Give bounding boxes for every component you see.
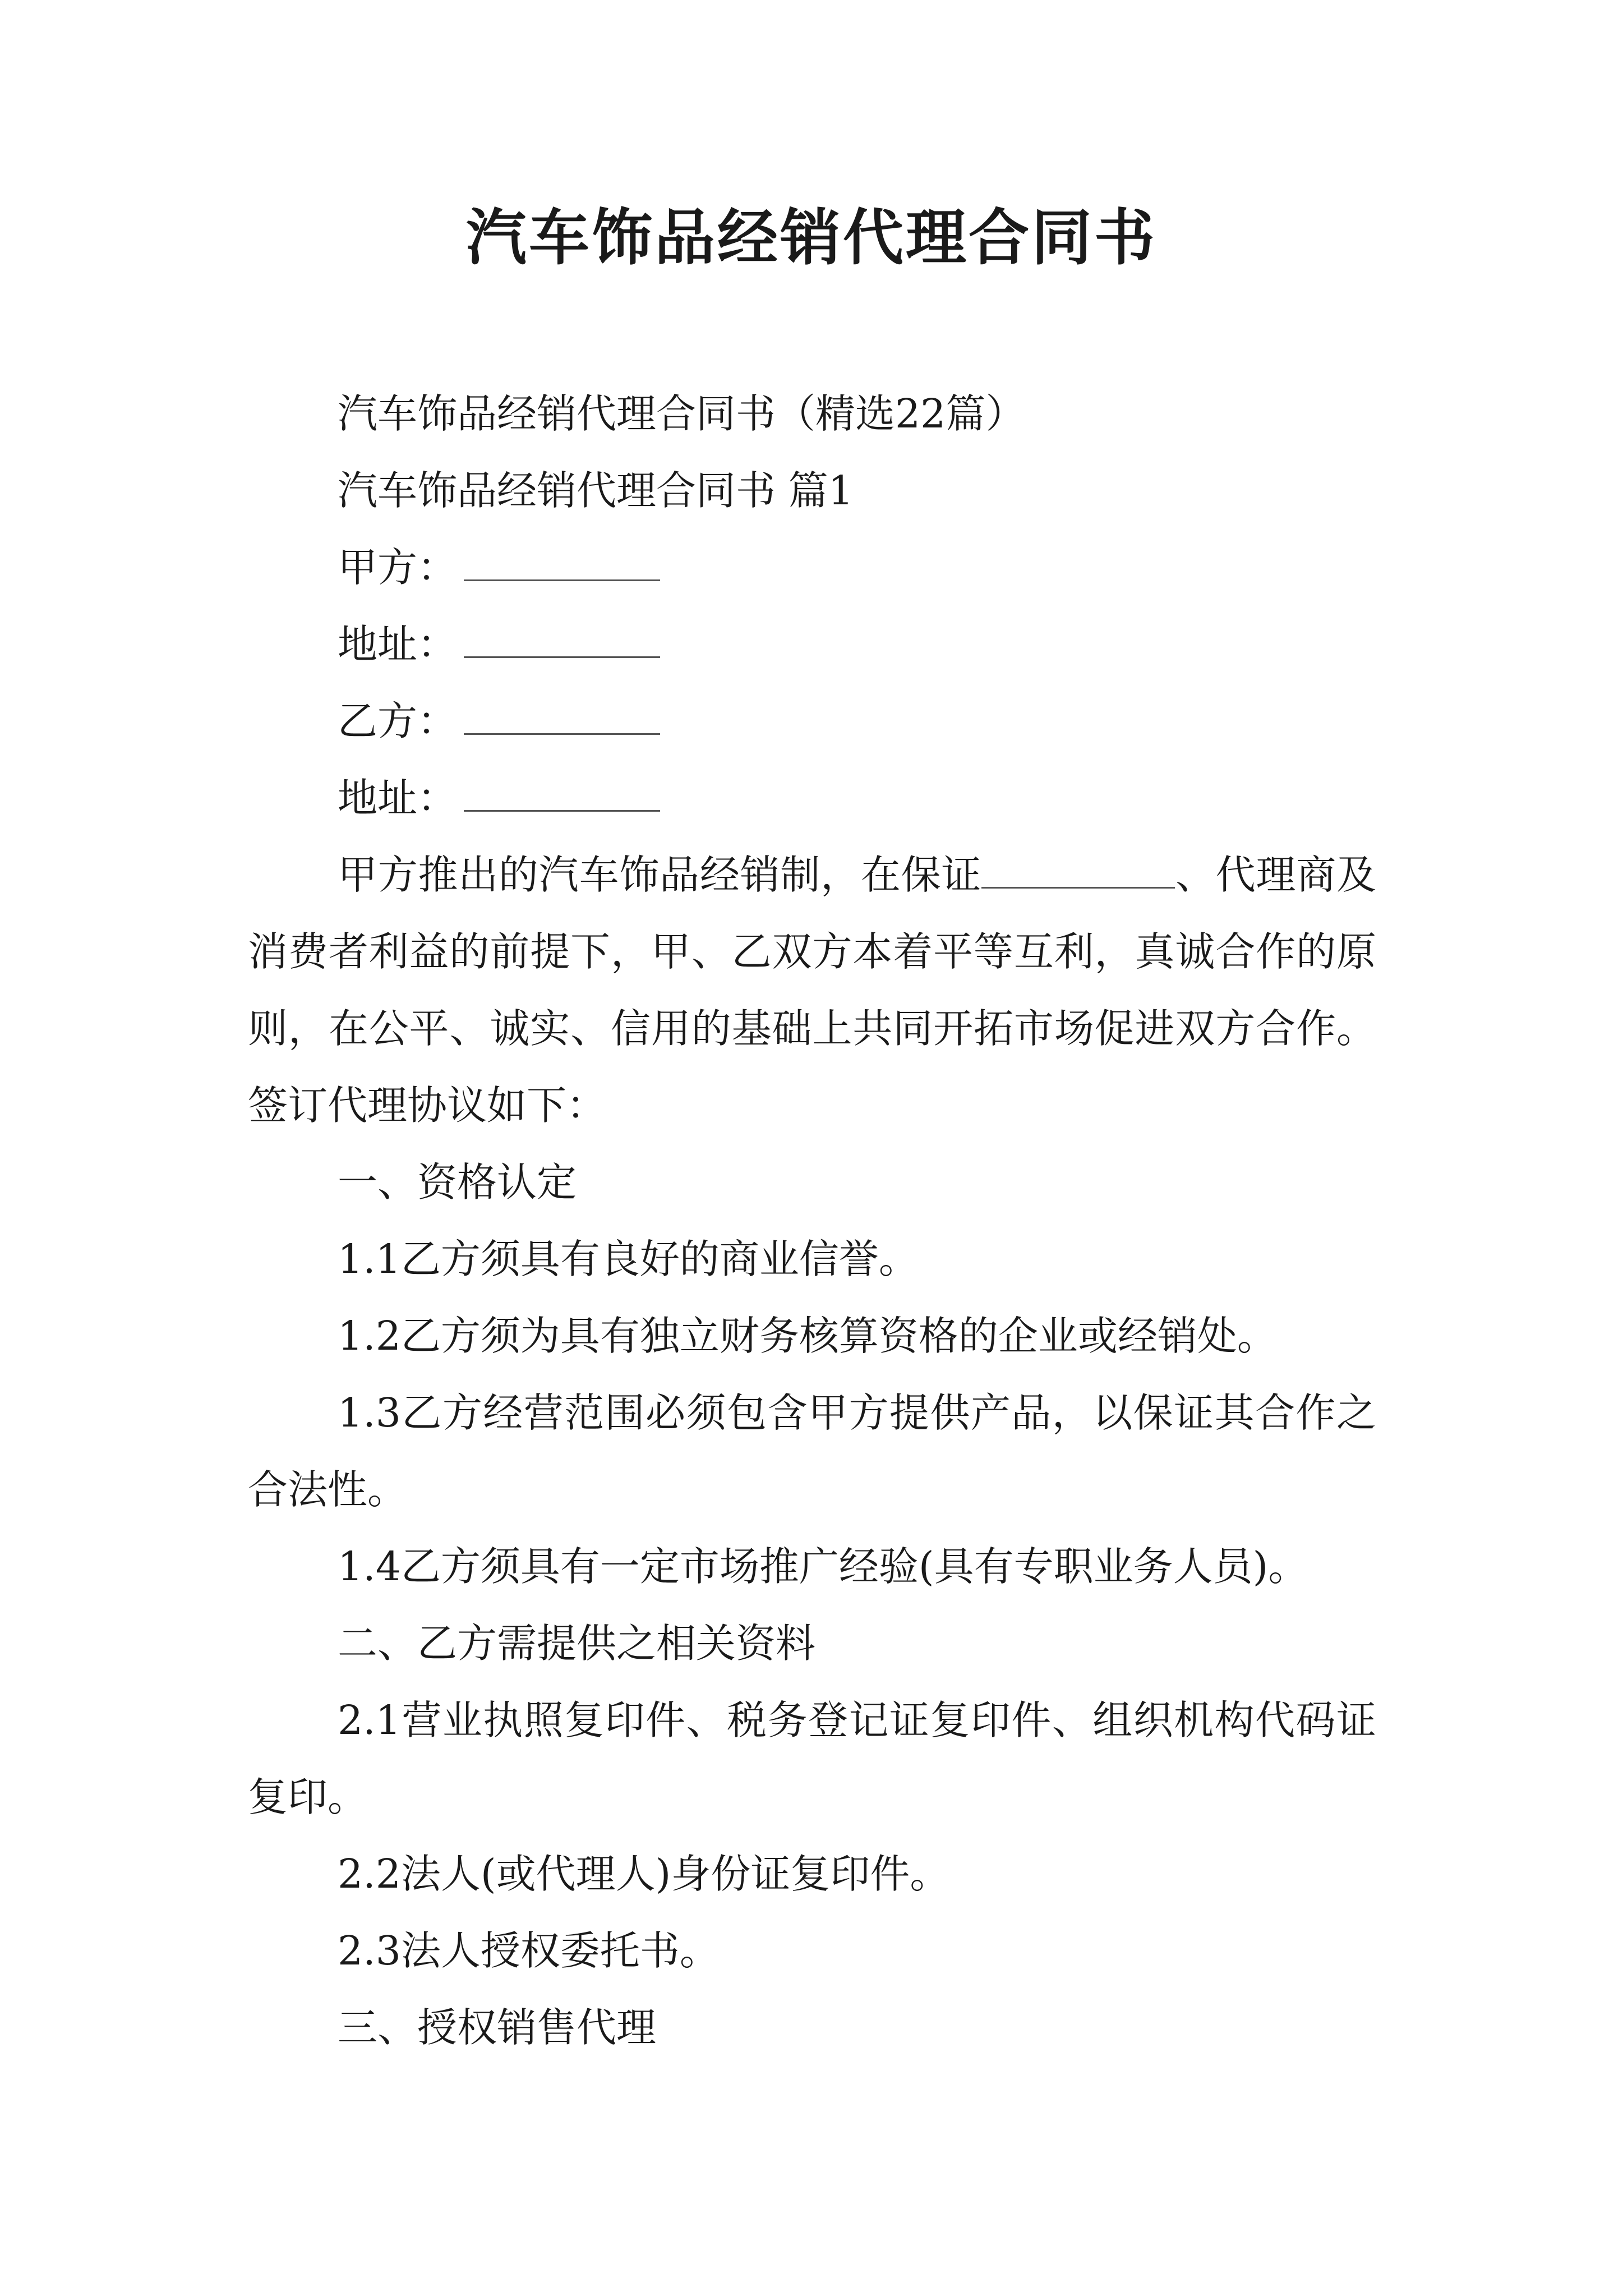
party-b-address-blank bbox=[464, 776, 660, 812]
document-body bbox=[248, 375, 1376, 2066]
clause-2-2: 2.2法人(或代理人)身份证复印件。 bbox=[338, 1851, 950, 1897]
clause-2-1: 2.1营业执照复印件、税务登记证复印件、组织机构代码证复印。 bbox=[248, 1697, 1376, 1820]
party-a-row bbox=[248, 529, 1376, 606]
intro-paragraph bbox=[248, 836, 1376, 1144]
party-a-label: 甲方： bbox=[338, 544, 458, 591]
intro-blank bbox=[981, 853, 1175, 889]
party-a-blank bbox=[464, 546, 660, 581]
clause-heading-3: 三、授权销售代理 bbox=[338, 2004, 657, 2051]
party-b-label: 乙方： bbox=[338, 698, 458, 744]
section-heading: 汽车饰品经销代理合同书 篇1 bbox=[338, 467, 854, 514]
party-b-row bbox=[248, 683, 1376, 760]
clause-1-2: 1.2乙方须为具有独立财务核算资格的企业或经销处。 bbox=[338, 1313, 1277, 1359]
intro-text-before-blank: 甲方推出的汽车饰品经销制，在保证 bbox=[338, 852, 982, 898]
clause-heading-2: 二、乙方需提供之相关资料 bbox=[338, 1620, 816, 1667]
party-a-address-row bbox=[248, 606, 1376, 683]
party-b-address-row bbox=[248, 760, 1376, 836]
clause-1-3: 1.3乙方经营范围必须包含甲方提供产品，以保证其合作之合法性。 bbox=[248, 1389, 1376, 1513]
subtitle: 汽车饰品经销代理合同书（精选22篇） bbox=[338, 390, 1026, 437]
clause-1-1: 1.1乙方须具有良好的商业信誉。 bbox=[338, 1236, 919, 1282]
party-a-address-blank bbox=[464, 623, 660, 658]
party-b-address-label: 地址： bbox=[338, 775, 458, 821]
clause-2-3: 2.3法人授权委托书。 bbox=[338, 1927, 720, 1974]
party-a-address-label: 地址： bbox=[338, 621, 458, 668]
clause-heading-1: 一、资格认定 bbox=[338, 1159, 577, 1205]
intro-text-after-blank: 、代理商及消费者利益的前提下，甲、乙双方本着平等互利，真诚合作的原则，在公平、诚实、信用的基础上共同开拓市场促进双方合作。签订代理协议如下： bbox=[248, 852, 1376, 1129]
document-title: 汽车饰品经销代理合同书 bbox=[465, 203, 1157, 273]
party-b-blank bbox=[464, 700, 660, 735]
clause-1-4: 1.4乙方须具有一定市场推广经验(具有专职业务人员)。 bbox=[338, 1543, 1308, 1590]
